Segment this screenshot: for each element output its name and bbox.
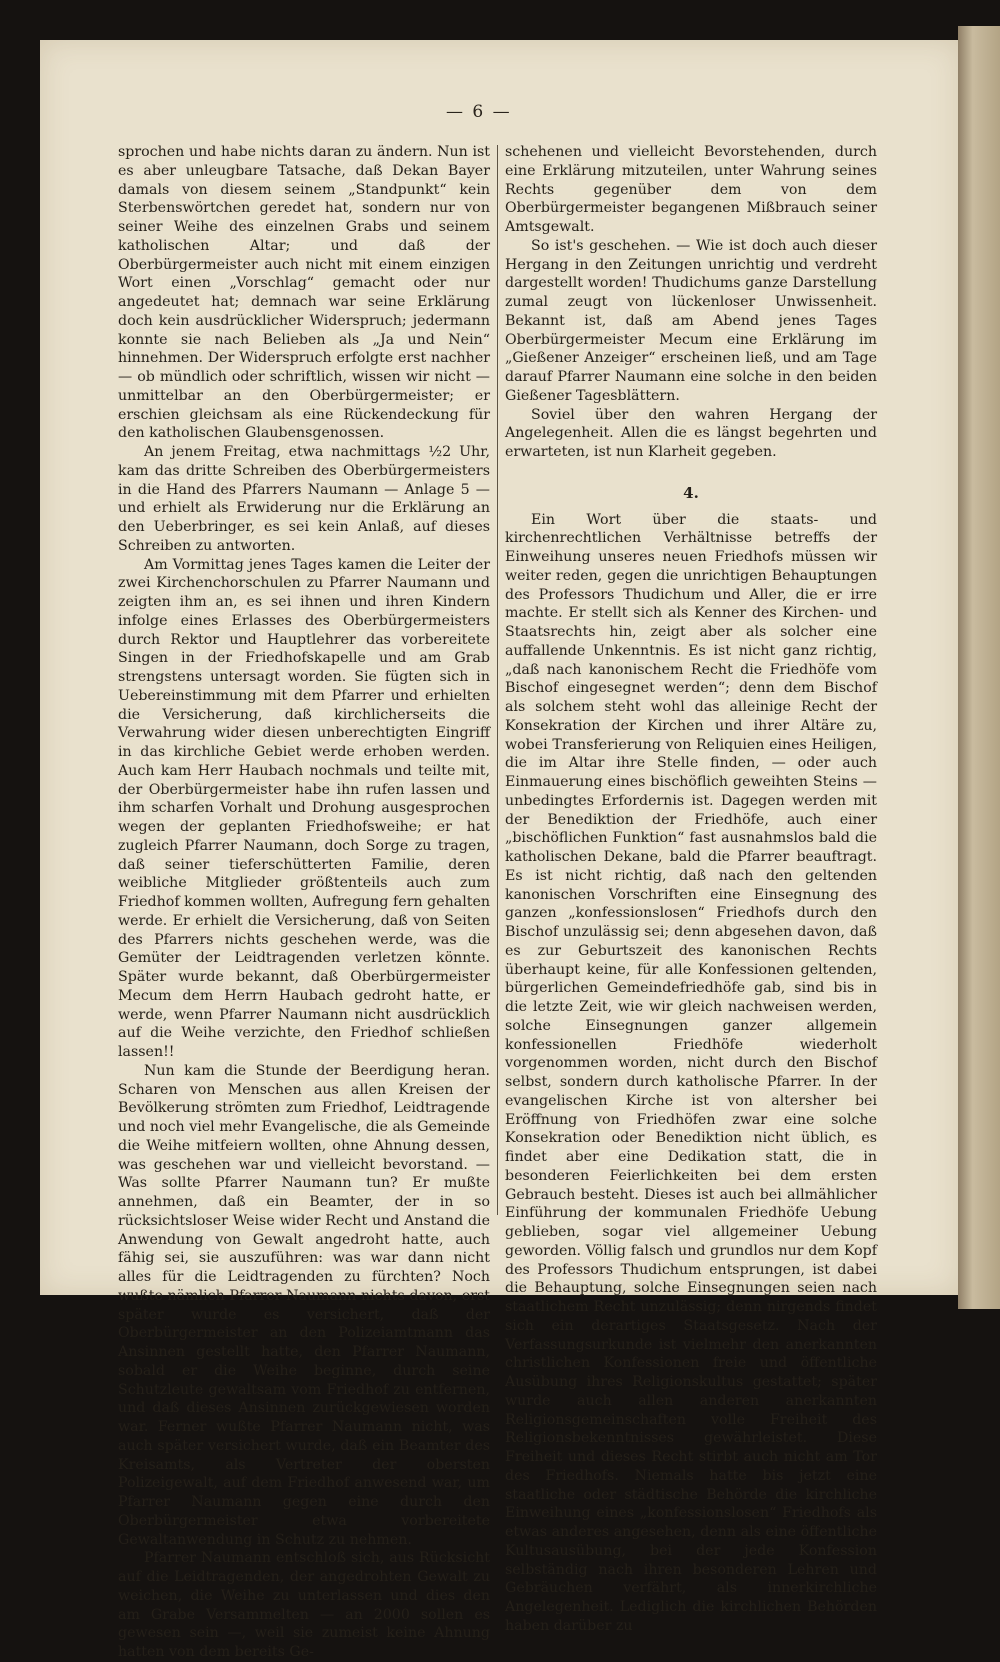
paragraph: Ein Wort über die staats- und kirchenrechtlichen Verhältnisse betreffs der Einweihung unseres neuen Friedhofs müssen wir weiter reden, gegen die unrichtigen Behauptungen des Professors Thudichum und Aller, die er irre machte. Er stellt sich als Kenner des Kirchen- und Staatsrechts hin, zeigt aber als solcher eine auffallende Unkenntnis. Es ist nicht ganz richtig, „daß nach kanonischem Recht die Friedhöfe vom Bischof eingesegnet werden“; denn dem Bischof als solchem steht wohl das alleinige Recht der Konsekration der Kirchen und ihrer Altäre zu, wobei Transferierung von Reliquien eines Heiligen, die im Altar ihre Stelle finden, — oder auch Einmauerung eines bischöflich geweihten Steins — unbedingtes Erfordernis ist. Dagegen werden mit der Benediktion der Friedhöfe, auch einer „bischöflichen Funktion“ fast ausnahmslos bald die katholischen Dekane, bald die Pfarrer beauftragt. Es ist nicht richtig, daß nach den geltenden kanonischen Vorschriften eine Einsegnung des ganzen „konfessionslosen“ Friedhofs durch den Bischof unzulässig sei; denn abgesehen davon, daß es zur Geburtszeit des kanonischen Rechts überhaupt keine, für alle Konfessionen geltenden, bürgerlichen Gemeindefriedhöfe gab, sind bis in die letzte Zeit, wie wir gleich nachweisen werden, solche Einsegnungen ganzer allgemein konfessionellen Friedhöfe wiederholt vorgenommen worden, nicht durch den Bischof selbst, sondern durch katholische Pfarrer. In der evangelischen Kirche ist von altersher bei Eröffnung von Friedhöfen zwar eine solche Konsekration oder Benediktion nicht üblich, es findet aber eine Dedikation statt, die in besonderen Feierlichkeiten bei dem ersten Gebrauch besteht. Dieses ist auch bei allmählicher Einführung der kommunalen Friedhöfe Uebung geblieben, sogar viel allgemeiner Uebung geworden. Völlig falsch und grundlos nur dem Kopf des Professors Thudichum entsprungen, ist dabei die Behauptung, solche Einsegnungen seien nach staatlichem Recht unzulässig; denn nirgends findet sich ein derartiges Staatsgesetz. Nach der Verfassungsurkunde ist vielmehr den anerkannten christlichen Konfessionen freie und öffentliche Ausübung ihres Religionskultus gestattet; später wurde auch allen anderen anerkannten Religionsgemeinschaften volle Freiheit des Religionsbekenntnisses gewährleistet. Diese Freiheit und dieses Recht stirbt auch nicht am Tor des Friedhofs. Niemals hatte bis jetzt eine staatliche oder städtische Behörde die kirchliche Einweihung eines „konfessionslosen“ Friedhofs als etwas anderes angesehen, denn als eine öffentliche Kultusausübung, bei der jede Konfession selbständig nach ihren besonderen Lehren und Gebräuchen verfährt, als innerkirchliche Angelegenheit. Lediglich die kirchlichen Behörden haben darüber zu	[505, 511, 877, 1634]
left-column	[118, 143, 490, 1662]
paragraph: schehenen und vielleicht Bevorstehenden, durch eine Erklärung mitzuteilen, unter Wahrung seines Rechts gegenüber dem von dem Oberbürgermeister begangenen Mißbrauch seiner Amtsgewalt.	[505, 144, 877, 235]
paragraph: Nun kam die Stunde der Beerdigung heran. Scharen von Menschen aus allen Kreisen der Bevölkerung strömten zum Friedhof, Leidtragende und noch viel mehr Evangelische, die als Gemeinde die Weihe mitfeiern wollten, ohne Ahnung dessen, was geschehen war und vielleicht bevorstand. — Was sollte Pfarrer Naumann tun? Er mußte annehmen, daß ein Beamter, der in so rücksichtsloser Weise wider Recht und Anstand die Anwendung von Gewalt angedroht hatte, auch fähig sei, sie auszuführen: was war dann nicht alles für die Leidtragenden zu fürchten? Noch wußte nämlich Pfarrer Naumann nichts davon, erst später wurde es versichert, daß der Oberbürgermeister an den Polizeiamtmann das Ansinnen gestellt hatte, den Pfarrer Naumann, sobald er die Weihe beginne, durch seine Schutzleute gewaltsam vom Friedhof zu entfernen, und daß dieses Ansinnen zurückgewiesen worden war. Ferner wußte Pfarrer Naumann nicht, was auch später versichert wurde, daß ein Beamter des Kreisamts, als Vertreter der obersten Polizeigewalt, auf dem Friedhof anwesend war, um Pfarrer Naumann gegen eine durch den Oberbürgermeister etwa vorbereitete Gewaltanwendung in Schutz zu nehmen.	[118, 1062, 490, 1548]
paragraph: Soviel über den wahren Hergang der Angelegenheit. Allen die es längst begehrten und erwarteten, ist nun Klarheit gegeben.	[505, 406, 877, 460]
paragraph: sprochen und habe nichts daran zu ändern. Nun ist es aber unleugbare Tatsache, daß Dekan Bayer damals von diesem seinem „Standpunkt“ kein Sterbenswörtchen geredet hat, sondern nur von seiner Weihe des einzelnen Grabs und seinem katholischen Altar; und daß der Oberbürgermeister auch nicht mit einem einzigen Wort einen „Vorschlag“ gemacht oder nur angedeutet hat; demnach war seine Erklärung doch kein ausdrücklicher Widerspruch; jedermann konnte sie nach Belieben als „Ja und Nein“ hinnehmen. Der Widerspruch erfolgte erst nachher — ob mündlich oder schriftlich, wissen wir nicht — unmittelbar an den Oberbürgermeister; er erschien gleichsam als eine Rückendeckung für den katholischen Glaubensgenossen.	[118, 144, 490, 442]
column-divider	[497, 145, 498, 1215]
paragraph: Am Vormittag jenes Tages kamen die Leiter der zwei Kirchenchorschulen zu Pfarrer Naumann und zeigten ihm an, es sei ihnen und ihren Kindern infolge eines Erlasses des Oberbürgermeisters durch Rektor und Hauptlehrer das vorbereitete Singen in der Friedhofskapelle und am Grab strengstens untersagt worden. Sie fügten sich in Uebereinstimmung mit dem Pfarrer und erhielten die Versicherung, daß kirchlicherseits die Verwahrung wider diesen unberechtigten Eingriff in das kirchliche Gebiet werde erhoben werden. Auch kam Herr Haubach nochmals und teilte mit, der Oberbürgermeister habe ihn rufen lassen und ihm scharfen Vorhalt und Drohung ausgesprochen wegen der geplanten Friedhofsweihe; er hat zugleich Pfarrer Naumann, doch Sorge zu tragen, daß seiner tieferschütterten Familie, deren weibliche Mitglieder größtenteils auch zum Friedhof kommen wollten, Aufregung fern gehalten werde. Er erhielt die Versicherung, daß von Seiten des Pfarrers nichts geschehen werde, was die Gemüter der Leidtragenden verletzen könnte. Später wurde bekannt, daß Oberbürgermeister Mecum dem Herrn Haubach gedroht hatte, er werde, wenn Pfarrer Naumann nicht ausdrücklich auf die Weihe verzichte, den Friedhof schließen lassen!!	[118, 556, 490, 1060]
paragraph: Pfarrer Naumann entschloß sich, aus Rücksicht auf die Leidtragenden, der angedrohten Gewalt zu weichen, die Weihe zu unterlassen und dies den am Grabe Versammelten — an 2000 sollen es gewesen sein —, weil sie zumeist keine Ahnung hatten von dem bereits Ge-	[118, 1550, 490, 1660]
right-column	[505, 143, 877, 1636]
next-page-edge	[958, 26, 1000, 1309]
paragraph: An jenem Freitag, etwa nachmittags ½2 Uhr, kam das dritte Schreiben des Oberbürgermeisters in die Hand des Pfarrers Naumann — Anlage 5 — und erhielt als Erwiderung nur die Erklärung an den Ueberbringer, es sei kein Anlaß, auf dieses Schreiben zu antworten.	[118, 444, 490, 554]
page-number: — 6 —	[446, 102, 512, 122]
paragraph: So ist's geschehen. — Wie ist doch auch dieser Hergang in den Zeitungen unrichtig und verdreht dargestellt worden! Thudichums ganze Darstellung zumal zeugt von lückenloser Unwissenheit. Bekannt ist, daß am Abend jenes Tages Oberbürgermeister Mecum eine Erklärung im „Gießener Anzeiger“ erscheinen ließ, und am Tage darauf Pfarrer Naumann eine solche in den beiden Gießener Tagesblättern.	[505, 237, 877, 404]
section-number: 4.	[683, 483, 699, 502]
